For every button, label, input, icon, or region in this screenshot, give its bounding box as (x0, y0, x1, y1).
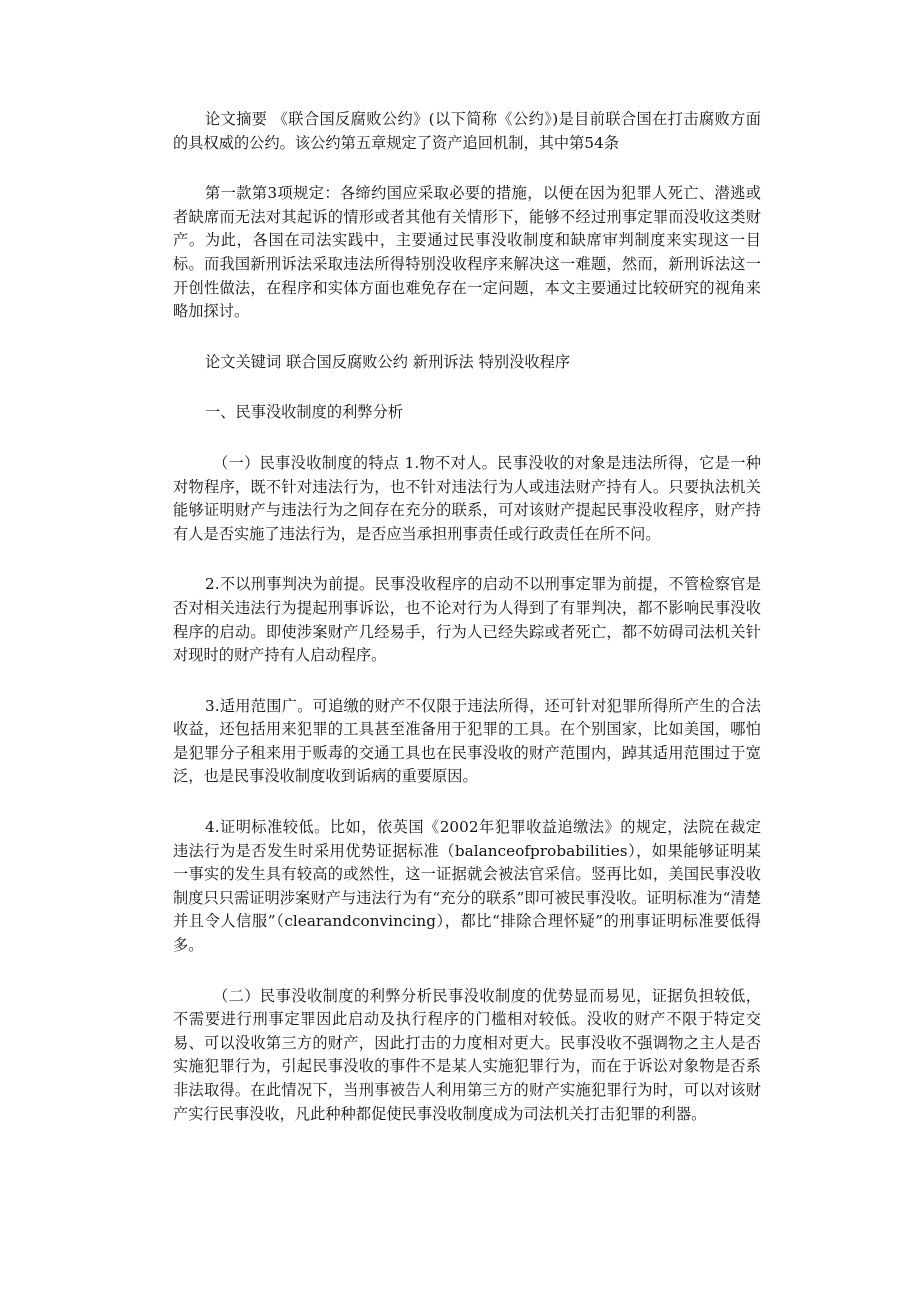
body-paragraph-point-3: 3.适用范围广。可追缴的财产不仅限于违法所得，还可针对犯罪所得所产生的合法收益，还包括用来犯罪的工具甚至准备用于犯罪的工具。在个别国家，比如美国，哪怕是犯罪分子租来用于贩毒的交通工具也在民事没收的财产范围内，踔其适用范围过于宽泛，也是民事没收制度收到诟病的重要原因。 (173, 696, 761, 786)
section-heading: 一、民事没收制度的利弊分析 (205, 403, 404, 422)
body-paragraph-point-2: 2.不以刑事判决为前提。民事没收程序的启动不以刑事定罪为前提，不管检察官是否对相关违法行为提起刑事诉讼，也不论对行为人得到了有罪判决，都不影响民事没收程序的启动。即使涉案财产几经易手，行为人已经失踪或者死亡，都不妨碍司法机关针对现时的财产持有人启动程序。 (173, 575, 761, 665)
keywords-paragraph: 论文关键词 联合国反腐败公约 新刑诉法 特别没收程序 (205, 352, 571, 371)
abstract-paragraph: 论文摘要 《联合国反腐败公约》(以下简称《公约》)是目前联合国在打击腐败方面的具权威的公约。该公约第五章规定了资产追回机制，其中第54条 (173, 110, 761, 152)
document-page (173, 108, 761, 1153)
body-paragraph-analysis: （二）民事没收制度的利弊分析民事没收制度的优势显而易见，证据负担较低，不需要进行刑事定罪因此启动及执行程序的门槛相对较低。没收的财产不限于特定交易、可以没收第三方的财产，因此打击的力度相对更大。民事没收不强调物之主人是否实施犯罪行为，引起民事没收的事件不是某人实施犯罪行为，而在于诉讼对象物是否系非法取得。在此情况下，当刑事被告人利用第三方的财产实施犯罪行为时，可以对该财产实行民事没收，凡此种种都促使民事没收制度成为司法机关打击犯罪的利器。 (173, 986, 761, 1123)
body-paragraph-features: （一）民事没收制度的特点 1.物不对人。民事没收的对象是违法所得，它是一种对物程序，既不针对违法行为，也不针对违法行为人或违法财产持有人。只要执法机关能够证明财产与违法行为之间存在充分的联系，可对该财产提起民事没收程序，财产持有人是否实施了违法行为，是否应当承担刑事责任或行政责任在所不问。 (173, 453, 761, 543)
body-paragraph-point-4: 4.证明标准较低。比如，依英国《2002年犯罪收益追缴法》的规定，法院在裁定违法行为是否发生时采用优势证据标准（balanceofprobabilities），如果能够证明某一事实的发生具有较高的或然性，这一证据就会被法官采信。竖再比如，美国民事没收制度只只需证明涉案财产与违法行为有“充分的联系”即可被民事没收。证明标准为“清楚并且令人信服”（clearandconvincing），都比“排除合理怀疑”的刑事证明标准要低得多。 (173, 818, 761, 955)
abstract-continuation-paragraph: 第一款第3项规定：各缔约国应采取必要的措施，以便在因为犯罪人死亡、潜逃或者缺席而无法对其起诉的情形或者其他有关情形下，能够不经过刑事定罪而没收这类财产。为此，各国在司法实践中，主要通过民事没收制度和缺席审判制度来实现这一目标。而我国新刑诉法采取违法所得特别没收程序来解决这一难题，然而，新刑诉法这一开创性做法，在程序和实体方面也难免存在一定问题，本文主要通过比较研究的视角来略加探讨。 (173, 184, 761, 321)
